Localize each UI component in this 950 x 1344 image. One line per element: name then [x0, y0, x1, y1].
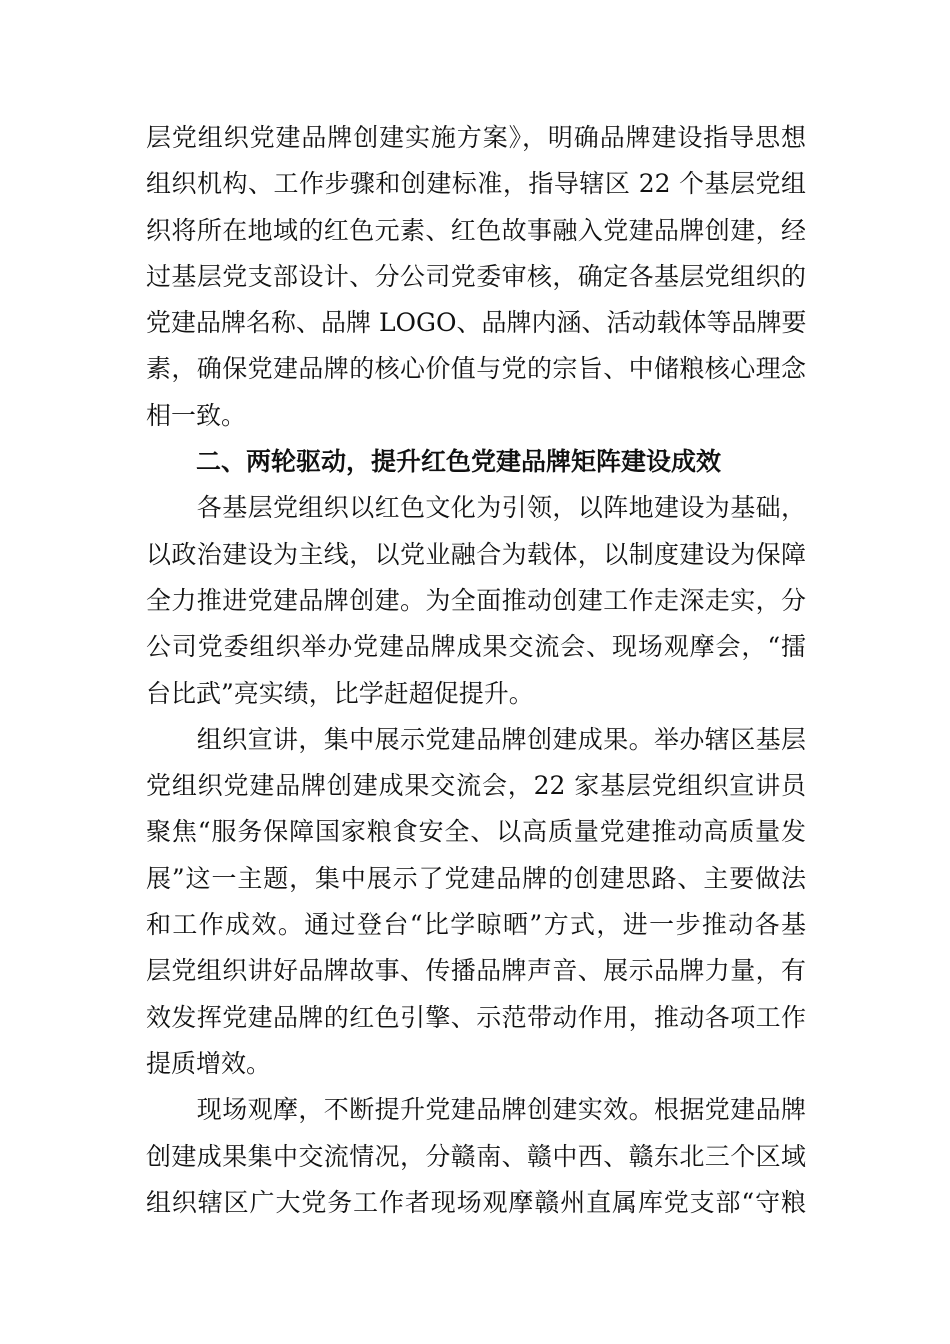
- text-line: 相一致。: [146, 400, 247, 430]
- text-line: 创建成果集中交流情况，分赣南、赣中西、赣东北三个区域: [146, 1141, 806, 1171]
- text-line: 以政治建设为主线，以党业融合为载体，以制度建设为保障: [146, 539, 806, 569]
- text-line: 党组织党建品牌创建成果交流会，22 家基层党组织宣讲员: [146, 771, 806, 801]
- section-heading: 二、两轮驱动，提升红色党建品牌矩阵建设成效: [196, 447, 722, 477]
- text-line: 各基层党组织以红色文化为引领，以阵地建设为基础，: [146, 493, 806, 523]
- text-line: 素，确保党建品牌的核心价值与党的宗旨、中储粮核心理念: [146, 354, 806, 384]
- text-line: 效发挥党建品牌的红色引擎、示范带动作用，推动各项工作: [146, 1002, 806, 1032]
- text-line: 组织辖区广大党务工作者现场观摩赣州直属库党支部“守粮: [146, 1187, 806, 1217]
- paragraph-4: [146, 1087, 806, 1226]
- text-line: 层党组织党建品牌创建实施方案》，明确品牌建设指导思想: [146, 123, 806, 152]
- text-line: 公司党委组织举办党建品牌成果交流会、现场观摩会，“擂: [146, 632, 806, 662]
- text-line: 聚焦“服务保障国家粮食安全、以高质量党建推动高质量发: [146, 817, 806, 847]
- paragraph-3: [146, 717, 806, 1087]
- text-line: 织将所在地域的红色元素、红色故事融入党建品牌创建，经: [146, 215, 806, 245]
- text-line: 和工作成效。通过登台“比学晾晒”方式，进一步推动各基: [146, 910, 806, 940]
- text-line: 过基层党支部设计、分公司党委审核，确定各基层党组织的: [146, 261, 806, 291]
- text-line: 组织宣讲，集中展示党建品牌创建成果。举办辖区基层: [146, 724, 806, 754]
- paragraph-1: [146, 115, 806, 439]
- text-line: 党建品牌名称、品牌 LOGO、品牌内涵、活动载体等品牌要: [146, 308, 807, 338]
- text-line: 全力推进党建品牌创建。为全面推动创建工作走深走实，分: [146, 585, 806, 615]
- text-line: 展”这一主题，集中展示了党建品牌的创建思路、主要做法: [146, 863, 806, 893]
- paragraph-2: [146, 485, 806, 716]
- text-line: 台比武”亮实绩，比学赶超促提升。: [146, 678, 534, 708]
- text-line: 组织机构、工作步骤和创建标准，指导辖区 22 个基层党组: [146, 169, 806, 199]
- document-body: [146, 115, 806, 1226]
- text-line: 现场观摩，不断提升党建品牌创建实效。根据党建品牌: [146, 1095, 806, 1125]
- text-line: 提质增效。: [146, 1048, 272, 1078]
- text-line: 层党组织讲好品牌故事、传播品牌声音、展示品牌力量，有: [146, 956, 806, 986]
